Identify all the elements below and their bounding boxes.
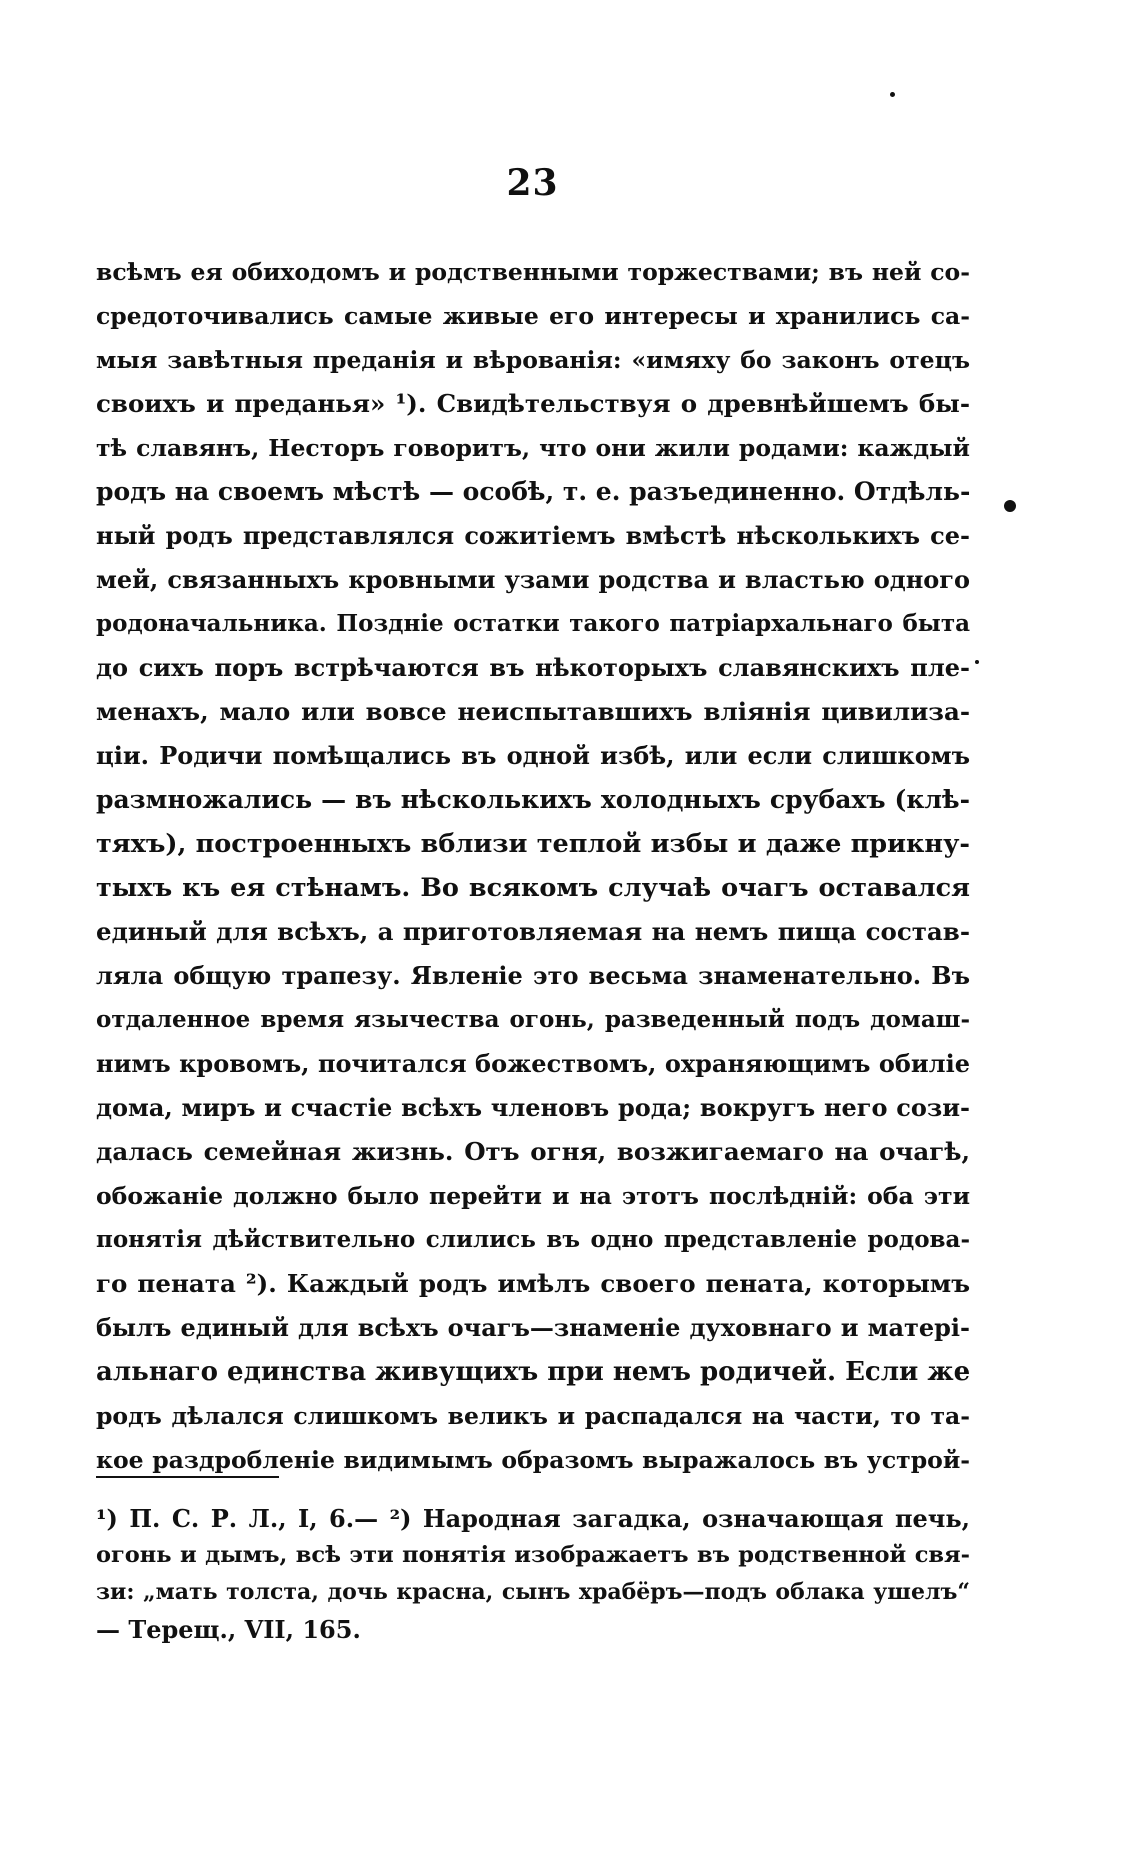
page-number: 23 (506, 162, 559, 204)
main-text (96, 250, 970, 1482)
text-line: кое раздробленіе видимымъ образомъ выражалось въ устрой- (96, 1446, 970, 1474)
footnote-divider (96, 1476, 279, 1478)
text-line: отдаленное время язычества огонь, разведенный подъ домаш- (96, 1006, 970, 1033)
text-line: альнаго единства живущихъ при немъ родичей. Если же (96, 1357, 970, 1387)
text-line: нимъ кровомъ, почитался божествомъ, охраняющимъ обиліе (96, 1049, 970, 1078)
text-line: былъ единый для всѣхъ очагъ—знаменіе духовнаго и матері- (96, 1313, 970, 1342)
text-line: родъ на своемъ мѣстѣ — особѣ, т. е. разъединенно. Отдѣль- (96, 477, 970, 506)
footnotes (96, 1500, 970, 1648)
scan-speck (1004, 500, 1016, 512)
text-line: понятія дѣйствительно слились въ одно представленіе родова- (96, 1226, 970, 1253)
text-line: го пената ²). Каждый родъ имѣлъ своего пената, которымъ (96, 1269, 970, 1298)
text-line: тыхъ къ ея стѣнамъ. Во всякомъ случаѣ очагъ оставался (96, 873, 970, 903)
text-line: родъ дѣлался слишкомъ великъ и распадался на части, то та- (96, 1402, 970, 1430)
text-line: родоначальника. Поздніе остатки такого патріархальнаго быта (96, 610, 970, 637)
text-line: мей, связанныхъ кровными узами родства и властью одного (96, 565, 970, 594)
text-line: всѣмъ ея обиходомъ и родственными торжествами; въ ней со- (96, 258, 970, 286)
text-line: ный родъ представлялся сожитіемъ вмѣстѣ нѣсколькихъ се- (96, 521, 970, 550)
text-line: далась семейная жизнь. Отъ огня, возжигаемаго на очагѣ, (96, 1137, 970, 1166)
text-line: тѣ славянъ, Несторъ говоритъ, что они жили родами: каждый (96, 434, 970, 462)
text-line: размножались — въ нѣсколькихъ холодныхъ срубахъ (клѣ- (96, 785, 970, 814)
text-line: ляла общую трапезу. Явленіе это весьма знаменательно. Въ (96, 961, 970, 990)
text-line: менахъ, мало или вовсе неиспытавшихъ вліянія цивилиза- (96, 697, 970, 726)
scan-speck (890, 92, 895, 97)
text-line: мыя завѣтныя преданія и вѣрованія: «имяху бо законъ отецъ (96, 346, 970, 374)
text-line: тяхъ), построенныхъ вблизи теплой избы и даже прикну- (96, 829, 970, 859)
text-line: своихъ и преданья» ¹). Свидѣтельствуя о древнѣйшемъ бы- (96, 389, 970, 418)
footnote-line: — Терещ., VII, 165. (96, 1615, 361, 1644)
text-line: единый для всѣхъ, а приготовляемая на немъ пища состав- (96, 917, 970, 946)
scan-speck (975, 660, 979, 664)
text-line: ціи. Родичи помѣщались въ одной избѣ, или если слишкомъ (96, 741, 970, 770)
footnote-line: ¹) П. С. Р. Л., I, 6.— ²) Народная загадка, означающая печь, (96, 1504, 970, 1533)
text-line: средоточивались самые живые его интересы и хранились са- (96, 302, 970, 330)
text-line: дома, миръ и счастіе всѣхъ членовъ рода; вокругъ него сози- (96, 1093, 970, 1122)
footnote-line: огонь и дымъ, всѣ эти понятія изображаетъ въ родственной свя- (96, 1542, 970, 1568)
text-line: до сихъ поръ встрѣчаются въ нѣкоторыхъ славянскихъ пле- (96, 653, 970, 682)
footnote-line: зи: „мать толста, дочь красна, сынъ храбёръ—подъ облака ушелъ“ (96, 1579, 970, 1605)
text-line: обожаніе должно было перейти и на этотъ послѣдній: оба эти (96, 1182, 970, 1210)
